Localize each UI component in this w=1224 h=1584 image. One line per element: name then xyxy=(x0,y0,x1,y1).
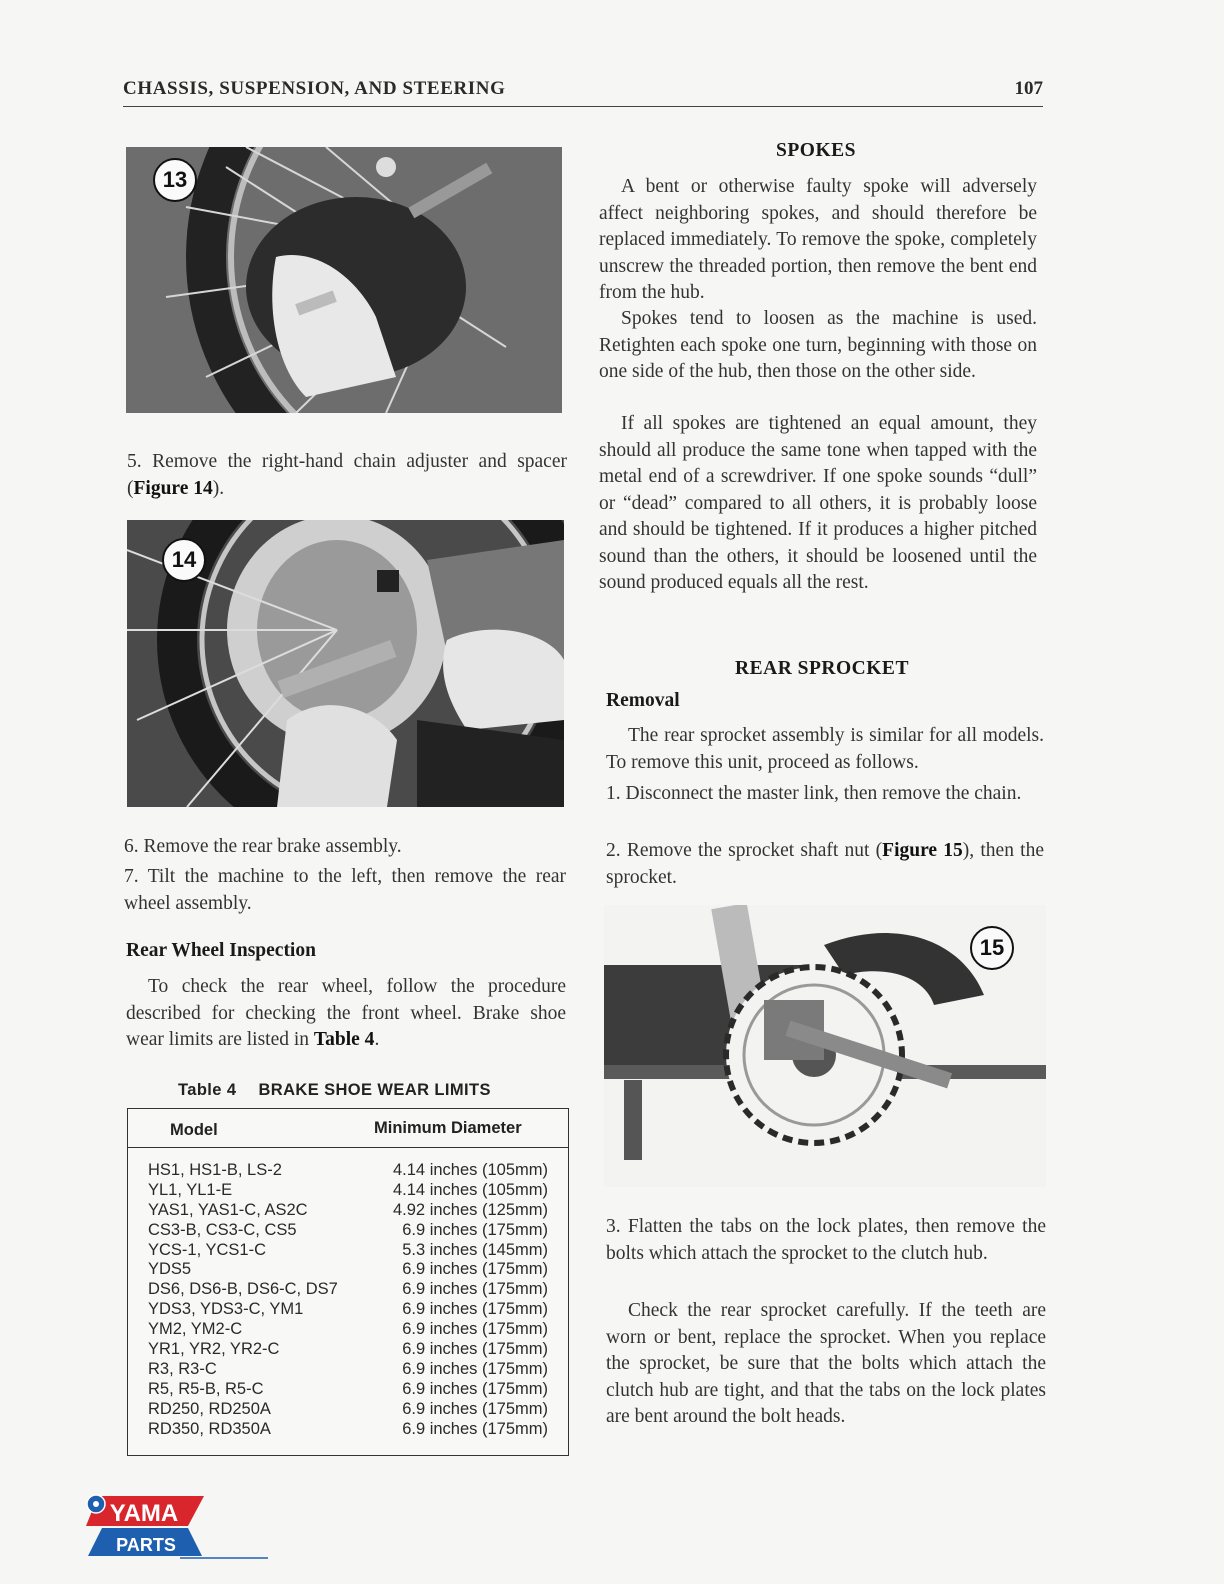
table-row xyxy=(128,1221,568,1241)
step-1-text: 1. Disconnect the master link, then remove the chain. xyxy=(606,783,1022,804)
inspection-text-a: To check the rear wheel, follow the procedure described for checking the front wheel. Brake shoe wear limits are listed in xyxy=(126,976,566,1050)
table-4-reference: Table 4 xyxy=(313,1029,375,1050)
diameter-cell: 6.9 inches (175mm) xyxy=(402,1320,548,1339)
model-cell: R3, R3-C xyxy=(148,1359,217,1378)
step-2-text-b: ), then the sprocket. xyxy=(606,840,1044,888)
figure-15-reference: Figure 15 xyxy=(882,840,963,861)
figure-14-badge: 14 xyxy=(162,538,206,582)
table-row xyxy=(128,1201,568,1221)
table-row xyxy=(128,1300,568,1320)
table-row xyxy=(128,1340,568,1360)
model-cell: YDS5 xyxy=(148,1260,192,1279)
model-cell: R5, R5-B, R5-C xyxy=(148,1379,264,1398)
table-title: BRAKE SHOE WEAR LIMITS xyxy=(258,1081,491,1099)
check-sprocket-paragraph: Check the rear sprocket carefully. If the teeth are worn or bent, replace the sprocket. When you replace the sprocket, be sure that the bolts which attach the clutch hub are tight, and that the tabs on the lock plates are bent around the bolt heads. xyxy=(606,1300,1046,1427)
model-cell: YR1, YR2, YR2-C xyxy=(148,1340,280,1359)
table-row xyxy=(128,1260,568,1280)
step-7-text: 7. Tilt the machine to the left, then remove the rear wheel assembly. xyxy=(124,866,566,914)
diameter-cell: 4.14 inches (105mm) xyxy=(393,1161,548,1179)
table-body xyxy=(128,1161,568,1439)
step-5-text-b: ). xyxy=(212,477,225,499)
table-row xyxy=(128,1360,568,1380)
diameter-cell: 6.9 inches (175mm) xyxy=(402,1300,548,1319)
brake-shoe-wear-table xyxy=(127,1108,569,1456)
step-2-text xyxy=(606,838,1044,891)
yama-parts-logo xyxy=(84,1494,268,1560)
removal-paragraph: The rear sprocket assembly is similar for all models. To remove this unit, proceed as follows. xyxy=(606,725,1044,773)
table-row xyxy=(128,1420,568,1440)
table-row xyxy=(128,1241,568,1261)
figure-14-reference: Figure 14 xyxy=(133,477,213,499)
diameter-cell: 5.3 inches (145mm) xyxy=(402,1240,548,1259)
model-cell: HS1, HS1-B, LS-2 xyxy=(148,1161,282,1179)
page-header xyxy=(123,74,1043,107)
column-header-diameter: Minimum Diameter xyxy=(374,1119,522,1137)
step-2-text-a: 2. Remove the sprocket shaft nut ( xyxy=(606,840,883,861)
removal-heading: Removal xyxy=(606,690,680,711)
figure-13-badge: 13 xyxy=(153,158,197,202)
step-5-text-a: 5. Remove the right-hand chain adjuster and spacer ( xyxy=(127,451,567,499)
diameter-cell: 6.9 inches (175mm) xyxy=(402,1280,548,1299)
diameter-cell: 6.9 inches (175mm) xyxy=(402,1260,548,1279)
diameter-cell: 6.9 inches (175mm) xyxy=(402,1379,548,1398)
diameter-cell: 4.14 inches (105mm) xyxy=(393,1180,548,1199)
page-number: 107 xyxy=(1014,78,1043,99)
table-row xyxy=(128,1161,568,1181)
model-cell: YM2, YM2-C xyxy=(148,1320,243,1339)
step-3-text: 3. Flatten the tabs on the lock plates, then remove the bolts which attach the sprocket to the clutch hub. xyxy=(606,1216,1046,1264)
step-5-text xyxy=(127,449,567,502)
spokes-paragraph-3: If all spokes are tightened an equal amount, they should all produce the same tone when tapped with the metal end of a screwdriver. If one spoke sounds “dull” or “dead” compared to all others, it is probably loose and should be tightened. If it produces a higher pitched sound than the others, it should be loosened until the sound produced equals all the rest. xyxy=(599,413,1037,593)
table-row xyxy=(128,1320,568,1340)
model-cell: YCS-1, YCS1-C xyxy=(148,1240,266,1259)
spokes-heading: SPOKES xyxy=(776,140,856,161)
model-cell: CS3-B, CS3-C, CS5 xyxy=(148,1220,297,1239)
step-6-text: 6. Remove the rear brake assembly. xyxy=(124,836,402,857)
logo-top-text: YAMA xyxy=(109,1500,179,1527)
model-cell: DS6, DS6-B, DS6-C, DS7 xyxy=(148,1280,338,1299)
table-4-caption xyxy=(178,1081,491,1100)
model-cell: RD250, RD250A xyxy=(148,1399,271,1418)
table-header-row xyxy=(128,1109,568,1148)
table-label: Table 4 xyxy=(178,1081,237,1099)
table-row xyxy=(128,1280,568,1300)
diameter-cell: 6.9 inches (175mm) xyxy=(402,1399,548,1418)
spokes-paragraph-1: A bent or otherwise faulty spoke will adversely affect neighboring spokes, and should therefore be replaced immediately. To remove the spoke, completely unscrew the threaded portion, then remove the bent end from the hub. xyxy=(599,176,1037,303)
table-row xyxy=(128,1380,568,1400)
column-header-model: Model xyxy=(170,1121,218,1139)
diameter-cell: 6.9 inches (175mm) xyxy=(402,1340,548,1359)
table-row xyxy=(128,1181,568,1201)
diameter-cell: 6.9 inches (175mm) xyxy=(402,1220,548,1239)
table-row xyxy=(128,1400,568,1420)
diameter-cell: 6.9 inches (175mm) xyxy=(402,1419,548,1438)
model-cell: YAS1, YAS1-C, AS2C xyxy=(148,1200,308,1219)
model-cell: YDS3, YDS3-C, YM1 xyxy=(148,1300,304,1319)
model-cell: YL1, YL1-E xyxy=(148,1180,233,1199)
rear-wheel-inspection-heading: Rear Wheel Inspection xyxy=(126,940,316,961)
logo-bottom-text: PARTS xyxy=(116,1535,176,1555)
model-cell: RD350, RD350A xyxy=(148,1419,271,1438)
figure-15-badge: 15 xyxy=(970,926,1014,970)
diameter-cell: 4.92 inches (125mm) xyxy=(393,1200,548,1219)
rear-wheel-inspection-text xyxy=(126,974,566,1054)
spokes-paragraph-2: Spokes tend to loosen as the machine is used. Retighten each spoke one turn, beginning with those on one side of the hub, then those on the other side. xyxy=(599,308,1037,382)
rear-sprocket-heading: REAR SPROCKET xyxy=(735,658,909,679)
yama-parts-logo-graphic xyxy=(84,1494,268,1560)
chapter-title: CHASSIS, SUSPENSION, AND STEERING xyxy=(123,78,506,99)
diameter-cell: 6.9 inches (175mm) xyxy=(402,1359,548,1378)
inspection-text-b: . xyxy=(374,1029,380,1050)
